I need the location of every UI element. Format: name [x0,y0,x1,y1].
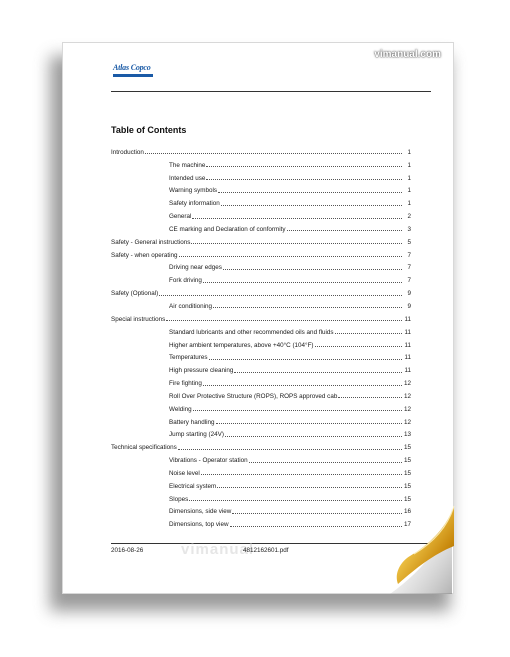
toc-chapter-row[interactable] [111,310,411,323]
toc-entry-wrap [111,483,403,490]
toc-chapter-row[interactable] [111,246,411,259]
toc-entry-label: Driving near edges [169,264,222,272]
toc-leader-dots [234,371,402,373]
toc-section-row[interactable] [111,349,411,362]
toc-entry-label: General [169,213,192,221]
toc-section-row[interactable] [111,400,411,413]
toc-page-number: 15 [403,482,411,490]
toc-entry-wrap [111,303,403,310]
toc-page-number: 1 [407,161,411,169]
toc-leader-dots [221,204,402,206]
toc-entry-wrap [111,252,403,259]
toc-entry-label: Special instructions [111,315,166,323]
toc-leader-dots [223,268,402,270]
toc-section-row[interactable] [111,323,411,336]
toc-entry-wrap [111,226,403,233]
toc-entry-wrap [111,521,403,528]
toc-entry-wrap [111,419,403,426]
toc-page-number: 11 [404,367,411,375]
toc-section-row[interactable] [111,207,411,220]
toc-entry-label: Higher ambient temperatures, above +40°C (104°F) [169,341,314,349]
watermark-top: vimanual.com [374,49,441,60]
toc-entry-label: Roll Over Protective Structure (ROPS), ROPS approved cab [169,392,338,400]
toc-entry-label: Temperatures [169,354,208,362]
toc-page-number: 2 [407,213,411,221]
toc-entry-label: Safety information [169,200,220,208]
toc-entry-wrap [111,508,403,515]
toc-entry-wrap [111,444,403,451]
toc-leader-dots [230,525,403,527]
toc-entry-label: Dimensions, side view [169,508,232,516]
toc-entry-label: Air conditioning [169,302,213,310]
toc-chapter-row[interactable] [111,233,411,246]
toc-chapter-row[interactable] [111,143,411,156]
toc-entry-label: Welding [169,405,192,413]
toc-page-number: 12 [403,392,411,400]
toc-entry-label: Fork driving [169,277,202,285]
toc-leader-dots [216,422,402,424]
logo-bar [113,74,153,77]
toc-entry-label: Slopes [169,495,189,503]
toc-entry-label: Safety (Optional) [111,290,159,298]
toc-leader-dots [225,435,402,437]
toc-entry-wrap [111,175,403,182]
toc-leader-dots [218,191,402,193]
toc-entry-wrap [111,239,403,246]
toc-leader-dots [166,319,402,321]
toc-section-row[interactable] [111,297,411,310]
toc-leader-dots [315,345,402,347]
toc-chapter-row[interactable] [111,438,411,451]
toc-leader-dots [178,448,402,450]
toc-page-number: 15 [403,457,411,465]
toc-entry-wrap [111,277,403,284]
footer-filename: 4812162601.pdf [243,547,289,554]
toc-leader-dots [193,409,402,411]
toc-leader-dots [206,178,402,180]
toc-section-row[interactable] [111,451,411,464]
toc-page-number: 15 [403,469,411,477]
toc-entry-label: Battery handling [169,418,215,426]
toc-section-row[interactable] [111,477,411,490]
toc-leader-dots [287,229,402,231]
toc-section-row[interactable] [111,387,411,400]
toc-section-row[interactable] [111,156,411,169]
toc-leader-dots [145,152,402,154]
toc-title: Table of Contents [111,125,187,135]
toc-entry-wrap [111,496,403,503]
toc-page-number: 7 [407,264,411,272]
toc-page-number: 7 [407,251,411,259]
toc-section-row[interactable] [111,464,411,477]
toc-entry-wrap [111,149,403,156]
toc-entry-wrap [111,431,403,438]
toc-entry-wrap [111,162,403,169]
toc-page-number: 9 [407,290,411,298]
page-curl-icon [386,495,466,598]
toc-section-row[interactable] [111,374,411,387]
toc-page-number: 15 [403,495,411,503]
toc-page-number: 12 [403,418,411,426]
toc-entry-label: Fire fighting [169,380,202,388]
toc-leader-dots [249,461,402,463]
toc-page-number: 16 [403,508,411,516]
toc-entry-wrap [111,187,403,194]
toc-chapter-row[interactable] [111,284,411,297]
toc-page-number: 15 [403,444,411,452]
toc-entry-wrap [111,380,403,387]
toc-entry-wrap [111,393,403,400]
toc-page-number: 1 [407,148,411,156]
toc-page-number: 11 [404,315,411,323]
toc-page-number: 7 [407,277,411,285]
toc-page-number: 1 [407,200,411,208]
toc-section-row[interactable] [111,426,411,439]
toc-section-row[interactable] [111,169,411,182]
toc-page-number: 12 [403,405,411,413]
toc-leader-dots [201,473,402,475]
toc-leader-dots [335,332,402,334]
logo-text: Atlas Copco [113,63,151,72]
toc-section-row[interactable] [111,336,411,349]
toc-page-number: 1 [407,174,411,182]
toc-entry-label: High pressure cleaning [169,367,234,375]
footer-rule [111,543,431,544]
toc-entry-wrap [111,367,403,374]
toc-section-row[interactable] [111,490,411,503]
toc-entry-label: Noise level [169,469,200,477]
toc-page-number: 11 [404,354,411,362]
toc-section-row[interactable] [111,194,411,207]
toc-entry-wrap [111,406,403,413]
toc-entry-wrap [111,316,403,323]
toc-leader-dots [203,281,402,283]
toc-entry-wrap [111,264,403,271]
toc-entry-label: Technical specifications [111,444,177,452]
toc-entry-label: Jump starting (24V) [169,431,224,439]
toc-page-number: 11 [404,328,411,336]
toc-entry-label: Safety - General instructions [111,238,191,246]
toc-leader-dots [338,396,402,398]
toc-leader-dots [159,294,402,296]
toc-section-row[interactable] [111,182,411,195]
toc-page-number: 5 [407,238,411,246]
toc-leader-dots [209,358,403,360]
toc-entry-label: Electrical system [169,482,217,490]
toc-leader-dots [206,165,402,167]
toc-entry-label: Vibrations - Operator station [169,457,248,465]
toc-list [111,143,411,528]
toc-section-row[interactable] [111,515,411,528]
toc-leader-dots [203,384,402,386]
toc-leader-dots [191,242,402,244]
toc-page-number: 3 [407,225,411,233]
toc-entry-wrap [111,354,403,361]
header-rule [111,91,431,92]
toc-entry-label: The machine [169,161,206,169]
toc-section-row[interactable] [111,361,411,374]
toc-leader-dots [189,499,402,501]
toc-section-row[interactable] [111,259,411,272]
toc-entry-label: Warning symbols [169,187,218,195]
toc-entry-label: Safety - when operating [111,251,178,259]
toc-entry-label: Dimensions, top view [169,521,229,529]
toc-entry-label: CE marking and Declaration of conformity [169,225,286,233]
watermark-bottom: vimanual [181,541,255,558]
toc-page-number: 12 [403,380,411,388]
toc-section-row[interactable] [111,271,411,284]
toc-leader-dots [213,306,402,308]
toc-entry-wrap [111,200,403,207]
toc-entry-wrap [111,457,403,464]
toc-entry-label: Intended use [169,174,206,182]
toc-section-row[interactable] [111,503,411,516]
toc-entry-label: Introduction [111,148,144,156]
toc-page-number: 11 [404,341,411,349]
atlas-copco-logo [113,63,153,81]
toc-entry-wrap [111,213,403,220]
toc-leader-dots [192,217,402,219]
toc-section-row[interactable] [111,413,411,426]
toc-page-number: 9 [407,302,411,310]
toc-page-number: 13 [403,431,411,439]
toc-section-row[interactable] [111,220,411,233]
toc-entry-wrap [111,290,403,297]
toc-page-number: 1 [407,187,411,195]
toc-leader-dots [179,255,402,257]
toc-entry-wrap [111,470,403,477]
footer-date: 2016-08-26 [111,547,144,554]
toc-entry-wrap [111,342,403,349]
toc-page-number: 17 [403,521,411,529]
toc-entry-label: Standard lubricants and other recommended oils and fluids [169,328,334,336]
toc-leader-dots [232,512,402,514]
toc-leader-dots [217,486,402,488]
toc-entry-wrap [111,329,403,336]
